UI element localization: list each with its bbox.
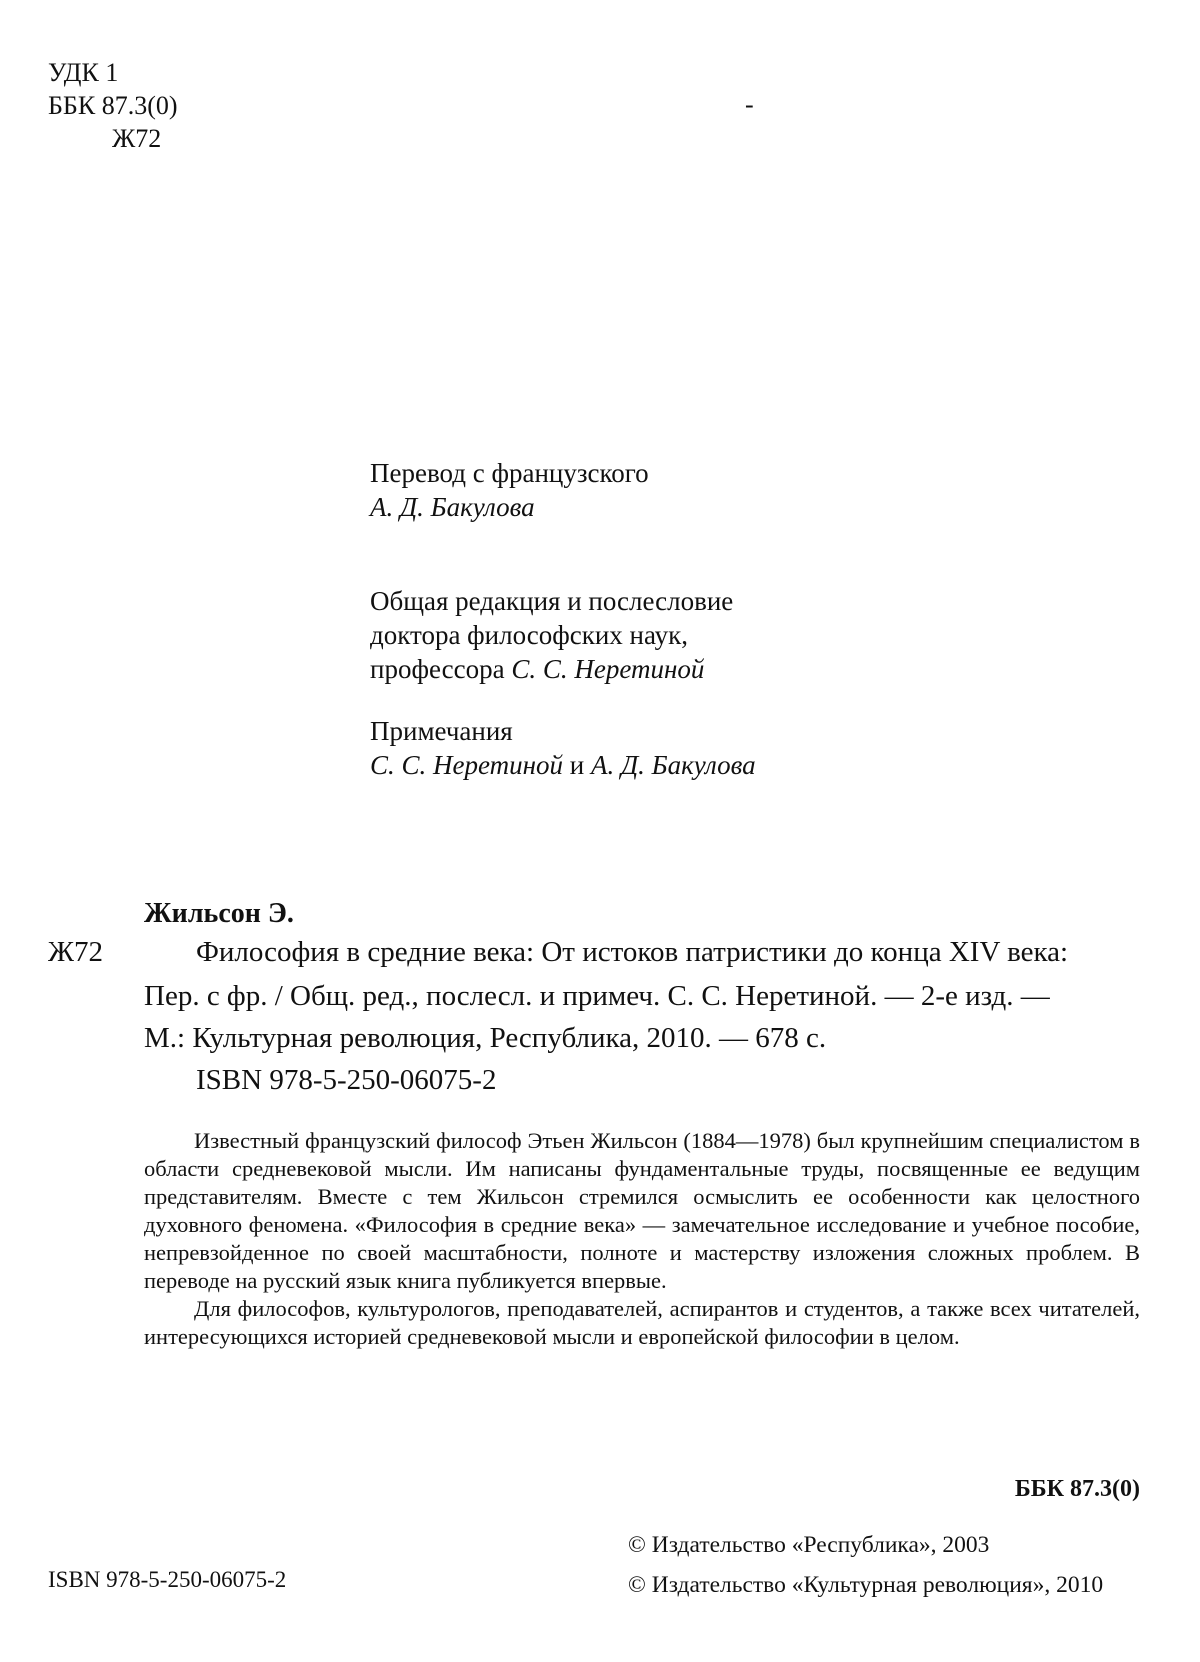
- catalog-author-mark: Ж72: [48, 936, 103, 968]
- notes-label: Примечания: [370, 716, 513, 746]
- isbn-bottom: ISBN 978-5-250-06075-2: [48, 1567, 287, 1592]
- translator-name: А. Д. Бакулова: [370, 492, 535, 522]
- notes-author-1: С. С. Неретиной: [370, 750, 564, 780]
- author-mark: Ж72: [112, 124, 162, 153]
- annotation: [144, 1127, 1140, 1351]
- notes-conjunction: и: [563, 750, 591, 780]
- catalog-line-1: Философия в средние века: От истоков патристики до конца XIV века:: [196, 936, 1069, 968]
- copyright-line-1: © Издательство «Республика», 2003: [628, 1532, 990, 1558]
- catalog-isbn: ISBN 978-5-250-06075-2: [196, 1064, 497, 1096]
- annotation-paragraph-2: Для философов, культурологов, преподавателей, аспирантов и студентов, а также всех читателей, интересующихся историей средневековой мысли и европейской философии в целом.: [144, 1296, 1140, 1349]
- annotation-paragraph-1: Известный французский философ Этьен Жильсон (1884—1978) был крупнейшим специалистом в области средневековой мысли. Им написаны фундаментальные труды, посвященные ее ведущим представителям. Вместе с тем Жильсон стремился осмыслить ее особенности как целостного духовного феномена. «Философия в средние века» — замечательное исследование и учебное пособие, непревзойденное по своей масштабности, полноте и мастерству изложения сложных проблем. В переводе на русский язык книга публикуется впервые.: [144, 1128, 1140, 1293]
- notes-authors: [370, 748, 756, 782]
- bbk-code: ББК 87.3(0): [48, 91, 178, 120]
- catalog-author: Жильсон Э.: [144, 898, 294, 929]
- catalog-line-2: Пер. с фр. / Общ. ред., послесл. и примеч. С. С. Неретиной. — 2-е изд. —: [144, 980, 1050, 1012]
- notes-author-2: А. Д. Бакулова: [590, 750, 756, 780]
- editorial-prefix: профессора: [370, 654, 512, 684]
- stray-mark: -: [745, 90, 754, 119]
- bbk-bottom: ББК 87.3(0): [1014, 1476, 1140, 1502]
- editorial-line-1: Общая редакция и послесловие: [370, 586, 734, 616]
- copyright-line-2: © Издательство «Культурная революция», 2010: [628, 1572, 1104, 1598]
- udk-code: УДК 1: [48, 58, 119, 87]
- catalog-line-3: М.: Культурная революция, Республика, 2010. — 678 с.: [144, 1022, 827, 1054]
- editorial-line-3: [370, 652, 704, 686]
- editor-name: С. С. Неретиной: [511, 654, 705, 684]
- editorial-line-2: доктора философских наук,: [370, 620, 688, 650]
- translation-label: Перевод с французского: [370, 458, 649, 488]
